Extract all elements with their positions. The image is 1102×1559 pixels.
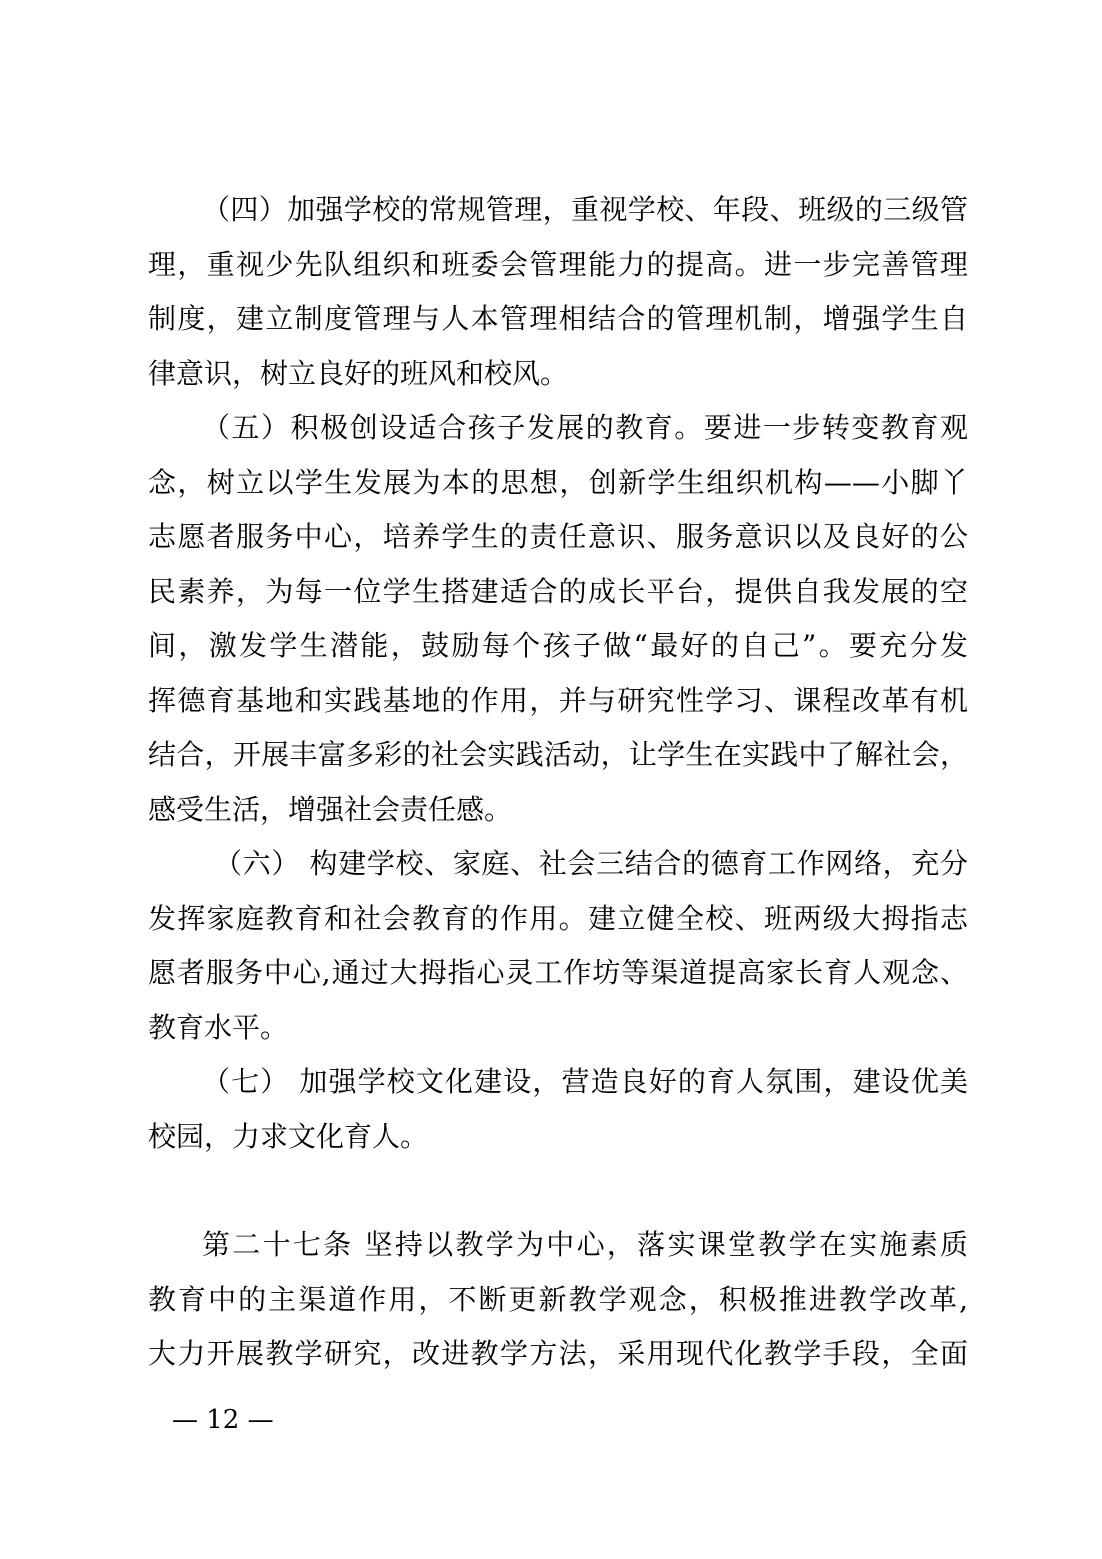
paragraph-line: 间，激发学生潜能，鼓励每个孩子做“最好的自己”。要充分发: [148, 629, 968, 662]
paragraph-line: 发挥家庭教育和社会教育的作用。建立健全校、班两级大拇指志: [148, 902, 968, 935]
paragraph-line: 校园，力求文化育人。: [148, 1120, 429, 1153]
paragraph-line: 大力开展教学研究，改进教学方法，采用现代化教学手段，全面: [148, 1337, 968, 1370]
paragraph-line: 教育中的主渠道作用，不断更新教学观念，积极推进教学改革,: [148, 1283, 968, 1316]
paragraph-line: （七） 加强学校文化建设，营造良好的育人氛围，建设优美: [202, 1065, 968, 1098]
paragraph-line: 教育水平。: [148, 1011, 289, 1044]
paragraph-line: 感受生活，增强社会责任感。: [148, 793, 513, 826]
paragraph-line: （四）加强学校的常规管理，重视学校、年段、班级的三级管: [202, 193, 968, 226]
paragraph-line: 愿者服务中心,通过大拇指心灵工作坊等渠道提高家长育人观念、: [148, 956, 968, 989]
page-number: — 12 —: [172, 1405, 274, 1435]
paragraph-line: （五）积极创设适合孩子发展的教育。要进一步转变教育观: [202, 411, 968, 444]
paragraph-line: （六） 构建学校、家庭、社会三结合的德育工作网络，充分: [214, 847, 968, 880]
paragraph-line: 第二十七条 坚持以教学为中心，落实课堂教学在实施素质: [202, 1228, 968, 1261]
paragraph-line: 挥德育基地和实践基地的作用，并与研究性学习、课程改革有机: [148, 684, 968, 717]
paragraph-line: 民素养，为每一位学生搭建适合的成长平台，提供自我发展的空: [148, 575, 968, 608]
paragraph-line: 律意识，树立良好的班风和校风。: [148, 357, 569, 390]
paragraph-line: 志愿者服务中心，培养学生的责任意识、服务意识以及良好的公: [148, 520, 968, 553]
paragraph-line: 制度，建立制度管理与人本管理相结合的管理机制，增强学生自: [148, 302, 968, 335]
paragraph-line: 念，树立以学生发展为本的思想，创新学生组织机构——小脚丫: [148, 466, 968, 499]
paragraph-line: 结合，开展丰富多彩的社会实践活动，让学生在实践中了解社会，: [148, 738, 968, 771]
paragraph-line: 理，重视少先队组织和班委会管理能力的提高。进一步完善管理: [148, 248, 968, 281]
